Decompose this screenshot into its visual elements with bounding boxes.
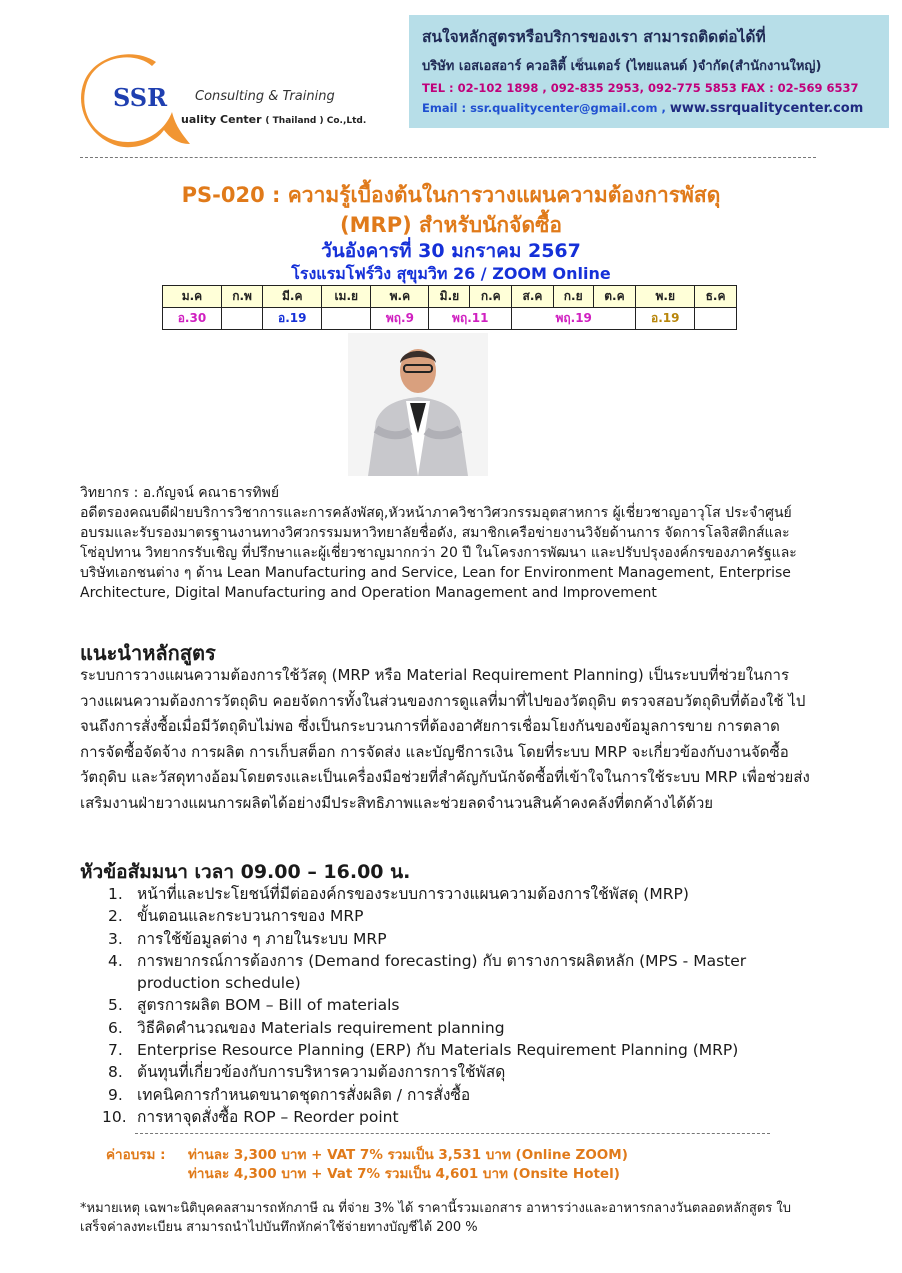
list-item: 1. หน้าที่และประโยชน์ที่มีต่อองค์กรของระบบการวางแผนความต้องการใช้พัสดุ (MRP) — [108, 885, 689, 903]
contact-phones: TEL : 02-102 1898 , 092-835 2953, 092-775 5853 FAX : 02-569 6537 — [422, 81, 859, 95]
date-cell — [221, 308, 262, 330]
list-item: 7. Enterprise Resource Planning (ERP) กับ Materials Requirement Planning (MRP) — [108, 1041, 739, 1060]
speaker-bio: อดีตรองคณบดีฝ่ายบริการวิชาการและการคลังพัสดุ,หัวหน้าภาควิชาวิศวกรรมอุตสาหการ ผู้เชี่ยวชาญอาวุโส ประจำศูนย์อบรมและรับรองมาตรฐานงานทางวิศวกรรมมหาวิทยาลัยชื่อดัง, สมาชิกเครือข่ายงานวิจัยด้านการ จัดการโลจิสติกส์และโซ่อุปทาน วิทยากรรับเชิญ ที่ปรึกษาและผู้เชี่ยวชาญมากกว่า 20 ปี ในโครงการพัฒนา และปรับปรุงองค์กรของภาครัฐและบริษัทเอกชนต่าง ๆ ด้าน Lean Manufacturing and Service, Lean for Environment Management, Enterprise Architecture, Digital Manufacturing and Operation Management and Improvement — [80, 505, 797, 601]
month-cell: ก.พ — [221, 286, 262, 308]
footnote: *หมายเหตุ เฉพาะนิติบุคคลสามารถหักภาษี ณ ที่จ่าย 3% ได้ ราคานี้รวมเอกสาร อาหารว่างและอาหารกลางวันตลอดหลักสูตร ใบเสร็จค่าลงทะเบียน สามารถนำไปบันทึกหักค่าใช้จ่ายทางบัญชีได้ 200 % — [80, 1201, 792, 1235]
fee-divider — [135, 1133, 770, 1134]
contact-box — [409, 15, 889, 128]
course-venue: โรงแรมโฟร์วิง สุขุมวิท 26 / ZOOM Online — [291, 264, 611, 283]
contact-email-web — [422, 101, 863, 116]
speaker-photo — [348, 333, 488, 476]
date-cell: พฤ.9 — [371, 308, 429, 330]
fee-label: ค่าอบรม : — [106, 1147, 166, 1163]
company-name-english — [181, 113, 366, 126]
date-cell: อ.19 — [263, 308, 322, 330]
date-cell — [695, 308, 737, 330]
fee-online-text: ท่านละ 3,300 บาท + VAT 7% รวมเป็น 3,531 บาท (Online ZOOM) — [188, 1147, 628, 1163]
month-cell: มี.ค — [263, 286, 322, 308]
month-cell: ต.ค — [593, 286, 636, 308]
course-title-line1: PS-020 : ความรู้เบื้องต้นในการวางแผนความต้องการพัสดุ — [181, 183, 721, 207]
month-cell: ก.ย — [553, 286, 593, 308]
month-cell: เม.ย — [322, 286, 371, 308]
date-cell — [322, 308, 371, 330]
date-cell: อ.19 — [636, 308, 695, 330]
ssr-logo — [80, 52, 190, 150]
contact-email[interactable]: Email : ssr.qualitycenter@gmail.com , — [422, 101, 666, 115]
fee-onsite-text: ท่านละ 4,300 บาท + Vat 7% รวมเป็น 4,601 บาท (Onsite Hotel) — [188, 1166, 620, 1182]
speaker-bio-block — [80, 483, 800, 603]
month-cell: พ.ค — [371, 286, 429, 308]
company-name-b: ( Thailand ) Co.,Ltd. — [265, 116, 367, 126]
contact-headline: สนใจหลักสูตรหรือบริการของเรา สามารถติดต่อได้ที่ — [422, 28, 766, 46]
date-cell: พฤ.19 — [512, 308, 636, 330]
list-item: 8. ต้นทุนที่เกี่ยวข้องกับการบริหารความต้องการการใช้พัสดุ — [108, 1063, 506, 1082]
list-item: 5. สูตรการผลิต BOM – Bill of materials — [108, 996, 400, 1015]
month-cell: ม.ค — [163, 286, 222, 308]
list-item: 6. วิธีคิดคำนวณของ Materials requirement planning — [108, 1018, 505, 1037]
company-name-a: uality Center — [181, 113, 262, 126]
list-item: 3. การใช้ข้อมูลต่าง ๆ ภายในระบบ MRP — [108, 929, 387, 948]
logo-letters: SSR — [113, 83, 168, 112]
list-item: 2. ขั้นตอนและกระบวนการของ MRP — [108, 907, 364, 926]
schedule-dates-row — [163, 308, 737, 330]
schedule-table — [162, 285, 737, 330]
month-cell: มิ.ย — [429, 286, 470, 308]
website-link[interactable]: www.ssrqualitycenter.com — [669, 101, 864, 116]
speaker-name: วิทยากร : อ.กัญจน์ คณาธารทิพย์ — [80, 485, 280, 501]
month-cell: ก.ค — [470, 286, 512, 308]
list-item: 9. เทคนิคการกำหนดขนาดชุดการสั่งผลิต / การสั่งซื้อ — [108, 1085, 471, 1104]
date-cell: พฤ.11 — [429, 308, 512, 330]
month-cell: ส.ค — [512, 286, 554, 308]
fee-onsite — [106, 1162, 620, 1184]
list-item: 10. การหาจุดสั่งซื้อ ROP – Reorder point — [102, 1107, 399, 1126]
list-item: 4. การพยากรณ์การต้องการ (Demand forecasting) กับ ตารางการผลิตหลัก (MPS - Master production schedule) — [108, 951, 747, 993]
company-name-thai: บริษัท เอสเอสอาร์ ควอลิตี้ เซ็นเตอร์ (ไทยแลนด์ )จำกัด(สำนักงานใหญ่) — [422, 59, 822, 74]
date-cell: อ.30 — [163, 308, 222, 330]
course-date: วันอังคารที่ 30 มกราคม 2567 — [321, 240, 581, 262]
divider — [80, 157, 816, 158]
topics-heading: หัวข้อสัมมนา เวลา 09.00 – 16.00 น. — [80, 861, 411, 883]
topics-list — [80, 883, 780, 1128]
intro-heading: แนะนำหลักสูตร — [80, 641, 216, 665]
schedule-months-row — [163, 286, 737, 308]
logo-tagline: Consulting & Training — [195, 89, 335, 104]
intro-body: ระบบการวางแผนความต้องการใช้วัสดุ (MRP หรือ Material Requirement Planning) เป็นระบบที่ช่วยในการวางแผนความต้องการวัตถุดิบ คอยจัดการทั้งในส่วนของการดูแลที่มาที่ไปของวัตถุดิบ ตรวจสอบวัตถุดิบที่ต้องใช้ ไปจนถึงการสั่งซื้อเมื่อมีวัตถุดิบไม่พอ ซึ่งเป็นกระบวนการที่ต้องอาศัยการเชื่อมโยงกันของข้อมูลการขาย การตลาด การจัดซื้อจัดจ้าง การผลิต การเก็บสต็อก การจัดส่ง และบัญชีการเงิน โดยที่ระบบ MRP จะเกี่ยวข้องกับงานจัดซื้อวัตถุดิบ และวัสดุทางอ้อมโดยตรงและเป็นเครื่องมือช่วยที่สำคัญกับนักจัดซื้อที่เข้าใจในการใช้ระบบ MRP เพื่อช่วยส่งเสริมงานฝ่ายวางแผนการผลิตได้อย่างมีประสิทธิภาพและช่วยลดจำนวนสินค้าคงคลังที่ตกค้างได้ด้วย — [80, 666, 810, 812]
month-cell: พ.ย — [636, 286, 695, 308]
course-title-line2: (MRP) สำหรับนักจัดซื้อ — [340, 213, 562, 237]
month-cell: ธ.ค — [695, 286, 737, 308]
